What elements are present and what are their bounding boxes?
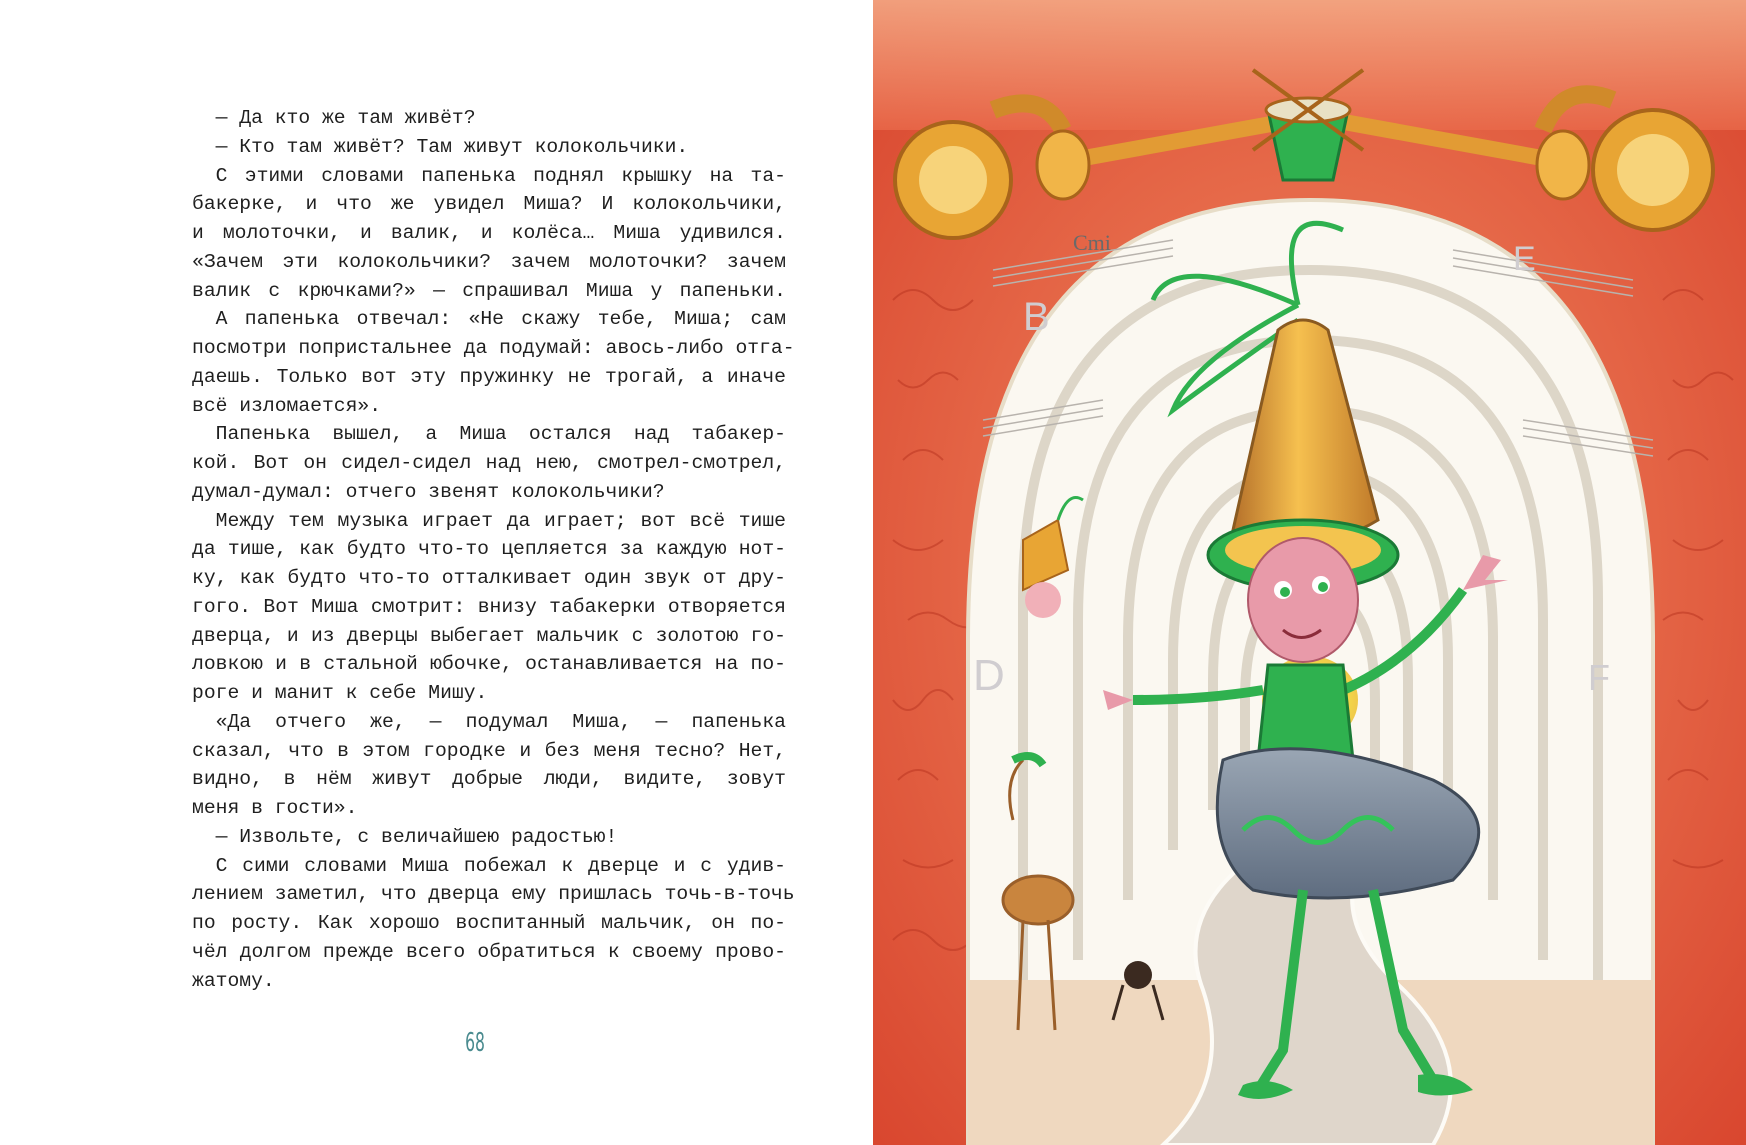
text-line: кой. Вот он сидел-сидел над нею, смотрел-смотрел,: [192, 452, 786, 474]
text-line: видно, в нём живут добрые люди, видите, зовут: [192, 768, 786, 791]
text-line: по росту. Как хорошо воспитанный мальчик, он по-: [192, 912, 786, 934]
text-line: — Да кто же там живёт?: [215, 107, 476, 129]
text-line: «Зачем эти колокольчики? зачем молоточки? зачем: [192, 250, 786, 273]
text-line: Между тем музыка играет да играет; вот всё тише: [215, 509, 786, 532]
text-line: всё изломается».: [192, 394, 382, 417]
text-line: меня в гости».: [192, 797, 358, 819]
text-line: думал-думал: отчего звенят колокольчики?: [192, 480, 665, 503]
text-line: бакерке, и что же увидел Миша? И колокольчики,: [192, 193, 786, 216]
page-number: 68: [465, 1028, 485, 1058]
letter-e: E: [1513, 240, 1536, 278]
text-line: «Да отчего же, — подумал Миша, — папенька: [215, 710, 786, 733]
text-line: жатому.: [192, 969, 275, 992]
text-line: А папенька отвечал: «Не скажу тебе, Миша; сам: [215, 308, 786, 331]
text-line: — Кто там живёт? Там живут колокольчики.: [215, 135, 689, 158]
text-line: и молоточки, и валик, и колёса… Миша удивился.: [192, 222, 786, 244]
text-line: сказал, что в этом городке и без меня тесно? Нет,: [192, 739, 786, 762]
text-line: посмотри попристальнее да подумай: авось-либо отга-: [192, 337, 795, 359]
text-line: роге и манит к себе Мишу.: [192, 682, 488, 704]
story-text: [192, 104, 795, 995]
letter-b: B: [1023, 295, 1050, 339]
text-line: даешь. Только вот эту пружинку не трогай, а иначе: [192, 365, 786, 388]
text-line: С этими словами папенька поднял крышку на та-: [215, 164, 786, 187]
text-line: Папенька вышел, а Миша остался над табакер-: [215, 423, 786, 446]
text-line: гого. Вот Миша смотрит: внизу табакерки отворяется: [192, 595, 786, 618]
letter-d: D: [973, 651, 1005, 700]
text-line: валик с крючками?» — спрашивал Миша у папеньки.: [192, 279, 786, 302]
text-line: ку, как будто что-то отталкивает один звук от дру-: [192, 567, 786, 589]
text-line: лением заметил, что дверца ему пришлась точь-в-точь: [192, 883, 795, 906]
story-illustration: [873, 0, 1746, 1145]
text-line: — Извольте, с величайшею радостью!: [215, 825, 618, 848]
text-line: С сими словами Миша побежал к дверце и с удив-: [215, 854, 786, 877]
text-line: дверца, и из дверцы выбегает мальчик с золотою го-: [192, 624, 786, 647]
text-line: чёл долгом прежде всего обратиться к своему прово-: [192, 940, 786, 963]
text-line: да тише, как будто что-то цепляется за каждую нот-: [192, 538, 786, 561]
illustration-svg: [873, 0, 1746, 1145]
text-line: ловкою и в стальной юбочке, останавливается на по-: [192, 653, 786, 676]
letter-f: F: [1588, 657, 1610, 698]
letter-cmi: Cmi: [1073, 230, 1111, 255]
